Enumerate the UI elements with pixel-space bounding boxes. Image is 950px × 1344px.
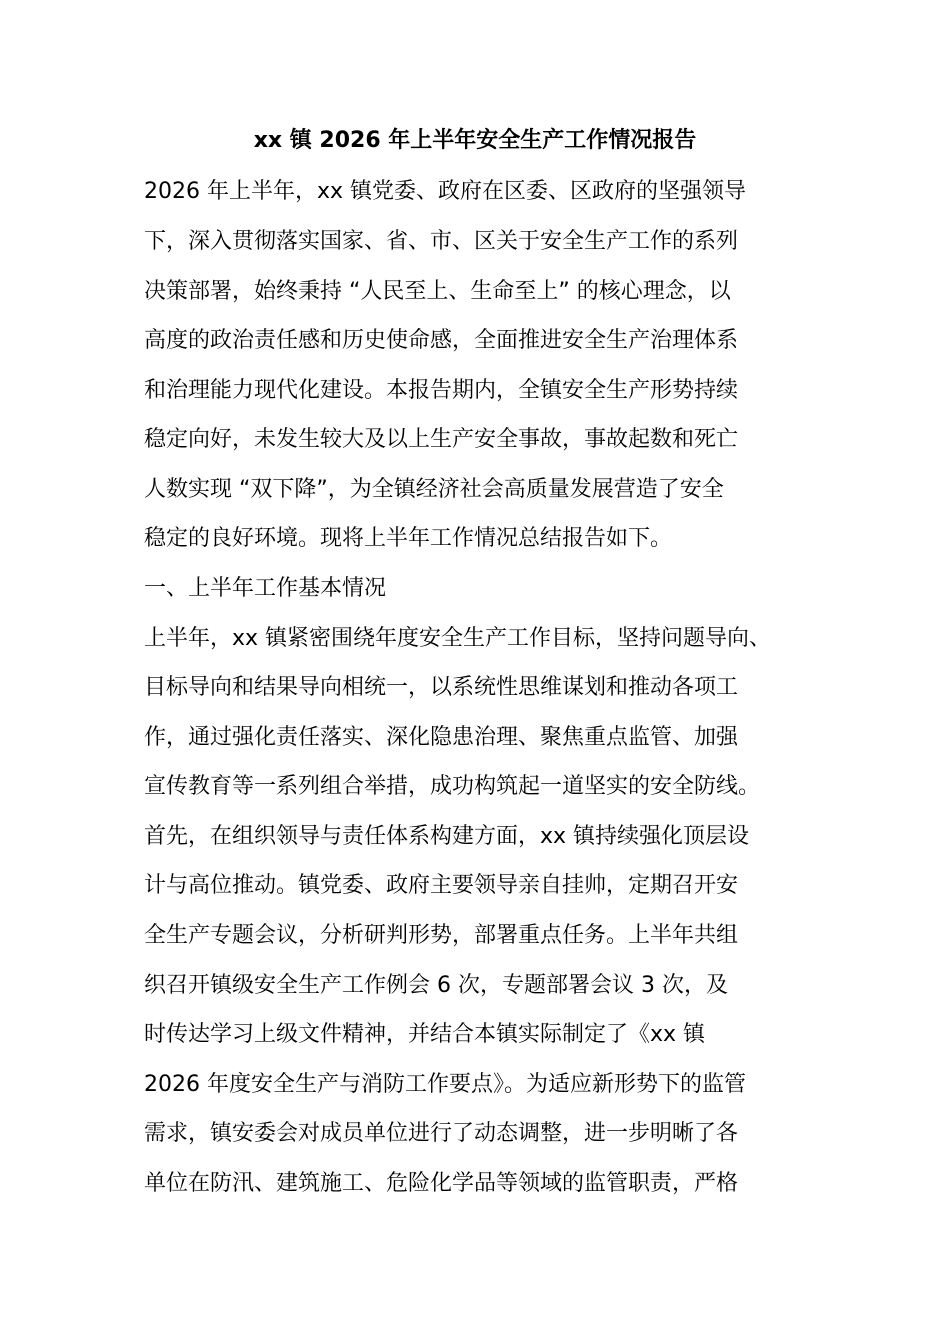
- paragraph-line: 织召开镇级安全生产工作例会 6 次，专题部署会议 3 次，及: [144, 973, 728, 998]
- paragraph-line: 首先，在组织领导与责任体系构建方面，xx 镇持续强化顶层设: [144, 824, 750, 849]
- paragraph-line: 和治理能力现代化建设。本报告期内，全镇安全生产形势持续: [144, 378, 739, 403]
- document-title: xx 镇 2026 年上半年安全生产工作情况报告: [253, 128, 697, 153]
- paragraph-line: 宣传教育等一系列组合举措，成功构筑起一道坚实的安全防线。: [144, 774, 761, 799]
- paragraph-line: 高度的政治责任感和历史使命感，全面推进安全生产治理体系: [144, 328, 739, 353]
- paragraph-line: 下，深入贯彻落实国家、省、市、区关于安全生产工作的系列: [144, 229, 739, 254]
- paragraph-line: 人数实现 “双下降”，为全镇经济社会高质量发展营造了安全: [144, 477, 724, 502]
- paragraph-line: 目标导向和结果导向相统一，以系统性思维谋划和推动各项工: [144, 675, 739, 700]
- paragraph-line: 2026 年上半年，xx 镇党委、政府在区委、区政府的坚强领导: [144, 179, 747, 204]
- paragraph-line: 作，通过强化责任落实、深化隐患治理、聚焦重点监管、加强: [144, 725, 739, 750]
- paragraph-line: 时传达学习上级文件精神，并结合本镇实际制定了《xx 镇: [144, 1022, 706, 1047]
- paragraph-line: 稳定向好，未发生较大及以上生产安全事故，事故起数和死亡: [144, 427, 739, 452]
- paragraph-line: 上半年，xx 镇紧密围绕年度安全生产工作目标，坚持问题导向、: [144, 626, 772, 651]
- paragraph-line: 决策部署，始终秉持 “人民至上、生命至上” 的核心理念，以: [144, 279, 731, 304]
- paragraph-line: 单位在防汛、建筑施工、危险化学品等领域的监管职责，严格: [144, 1171, 739, 1196]
- paragraph-line: 需求，镇安委会对成员单位进行了动态调整，进一步明晰了各: [144, 1121, 739, 1146]
- paragraph-line: 2026 年度安全生产与消防工作要点》。为适应新形势下的监管: [144, 1072, 746, 1097]
- paragraph-line: 全生产专题会议，分析研判形势，部署重点任务。上半年共组: [144, 923, 739, 948]
- paragraph-line: 计与高位推动。镇党委、政府主要领导亲自挂帅，定期召开安: [144, 873, 739, 898]
- section-heading: 一、上半年工作基本情况: [144, 576, 387, 601]
- paragraph-line: 稳定的良好环境。现将上半年工作情况总结报告如下。: [144, 526, 673, 551]
